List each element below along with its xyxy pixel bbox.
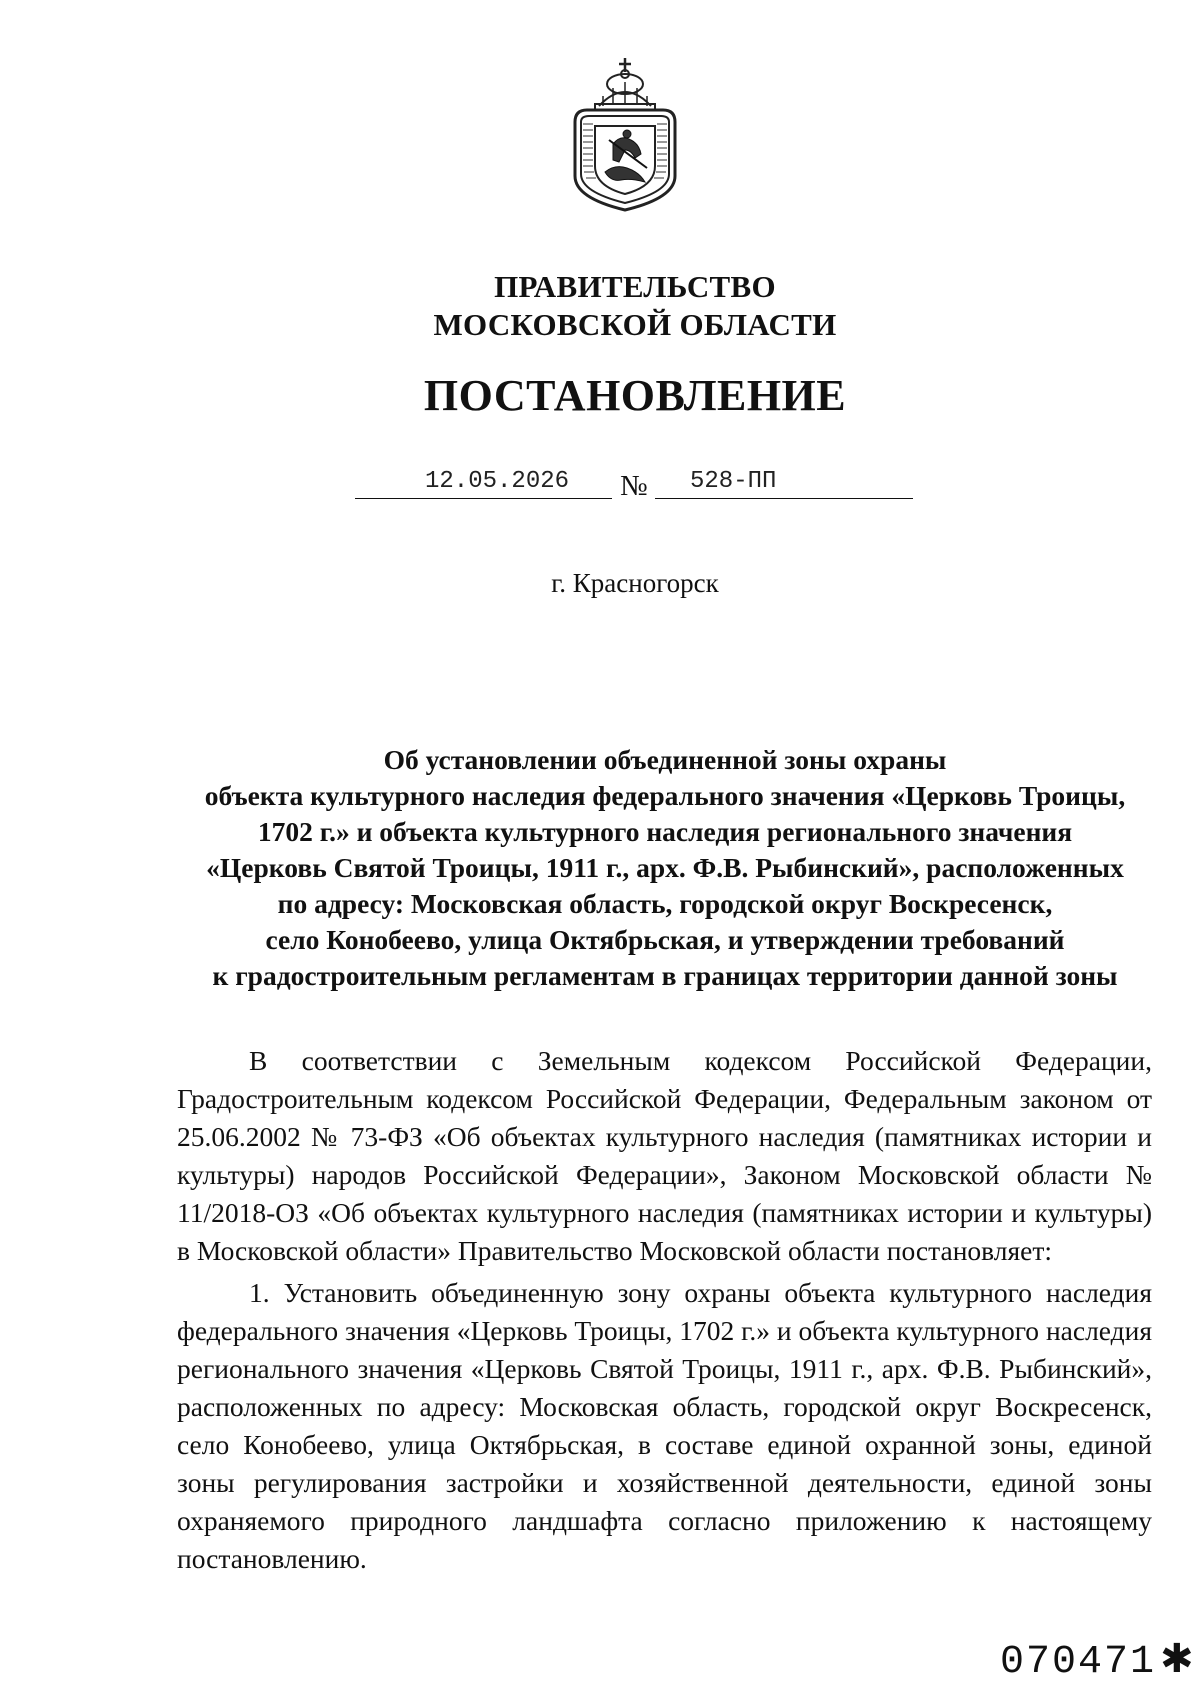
subject-line: «Церковь Святой Троицы, 1911 г., арх. Ф.В. Рыбинский», расположенных (206, 852, 1124, 883)
document-number: 528-ПП (690, 468, 777, 495)
government-name-line2: МОСКОВСКОЙ ОБЛАСТИ (433, 307, 837, 342)
subject-line: к градостроительным регламентам в границах территории данной зоны (212, 960, 1118, 991)
number-underline (655, 498, 913, 499)
city-of-issue: г. Красногорск (551, 568, 719, 598)
document-type-title: ПОСТАНОВЛЕНИЕ (423, 371, 847, 420)
preamble-paragraph: В соответствии с Земельным кодексом Российской Федерации, Градостроительным кодексом Российской Федерации, Федеральным законом от 25.06.2002 № 73-ФЗ «Об объектах культурного наследия (памятниках истории и культуры) народов Российской Федерации», Законом Московской области № 11/2018-ОЗ «Об объектах культурного наследия (памятниках истории и культуры) в Московской области» Правительство Московской области постановляет: (177, 1045, 1152, 1266)
document-subject (180, 742, 1150, 994)
clause-1-paragraph: 1. Установить объединенную зону охраны объекта культурного наследия федерального значения «Церковь Троицы, 1702 г.» и объекта культурного наследия регионального значения «Церковь Святой Троицы, 1911 г., арх. Ф.В. Рыбинский», расположенных по адресу: Московская область, городской округ Воскресенск, село Конобеево, улица Октябрьская, в составе единой охранной зоны, единой зоны регулирования застройки и хозяйственной деятельности, единой зоны охраняемого природного ландшафта согласно приложению к настоящему постановлению. (177, 1277, 1152, 1574)
number-sign: № (620, 470, 648, 502)
document-body (177, 1042, 1152, 1578)
document-date: 12.05.2026 (425, 468, 570, 495)
serial-code: 070471 (1000, 1640, 1157, 1685)
government-name-line1: ПРАВИТЕЛЬСТВО (494, 269, 776, 304)
subject-line: село Конобеево, улица Октябрьская, и утверждении требований (265, 924, 1065, 955)
asterisk-mark: ✱ (1160, 1636, 1194, 1682)
subject-line: 1702 г.» и объекта культурного наследия регионального значения (257, 816, 1073, 847)
subject-line: Об установлении объединенной зоны охраны (383, 744, 947, 775)
subject-line: объекта культурного наследия федерального значения «Церковь Троицы, (204, 780, 1126, 811)
subject-line: по адресу: Московская область, городской округ Воскресенск, (277, 888, 1053, 919)
date-underline (355, 498, 612, 499)
document-serial-footer (1000, 1635, 1194, 1685)
moscow-oblast-coat-of-arms-icon (569, 48, 681, 216)
